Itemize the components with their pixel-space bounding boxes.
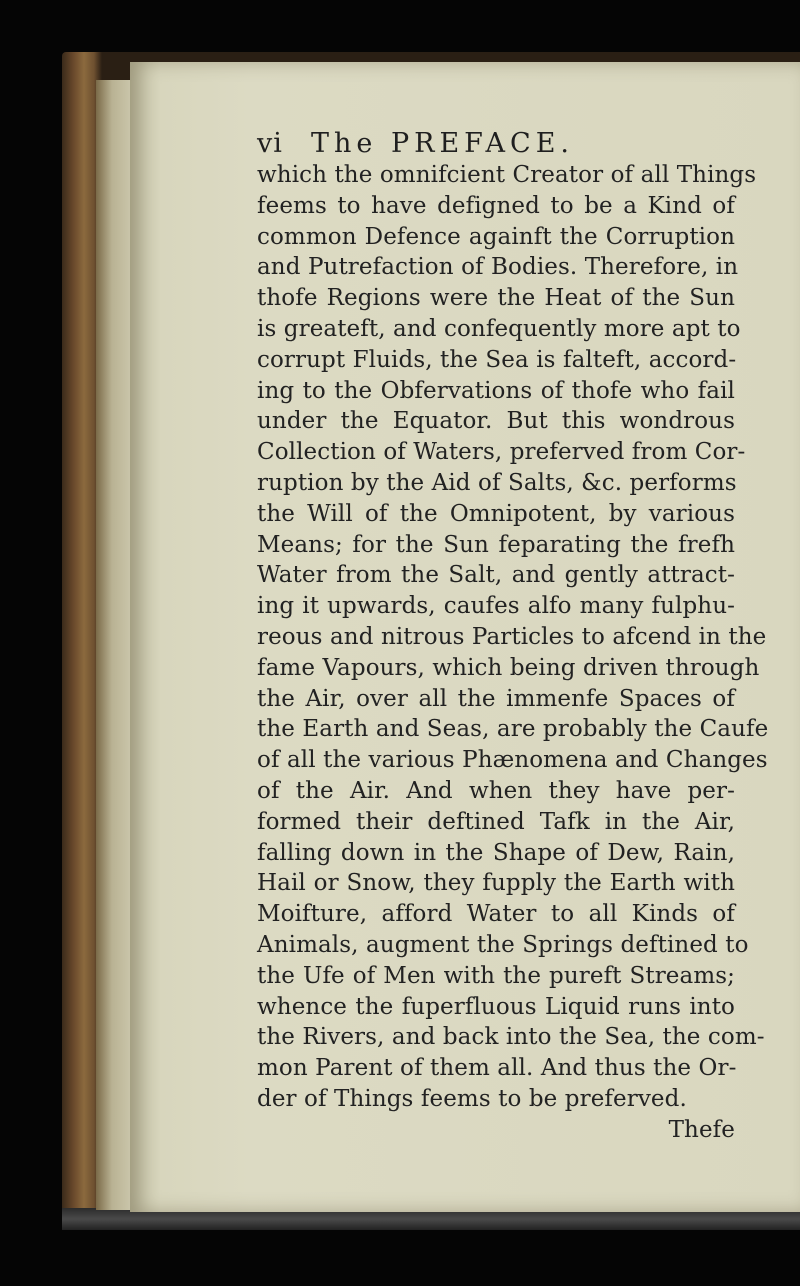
running-title: The PREFACE. bbox=[311, 128, 575, 159]
text-line: the Rivers, and back into the Sea, the com- bbox=[257, 1024, 765, 1051]
text-line: thofe Regions were the Heat of the Sun bbox=[257, 285, 735, 312]
text-line: Animals, augment the Springs deftined to bbox=[257, 931, 749, 958]
text-line: der of Things feems to be preferved. bbox=[257, 1085, 687, 1112]
text-line: and Putrefaction of Bodies. Therefore, in bbox=[257, 254, 739, 281]
text-line: the Earth and Seas, are probably the Caufe bbox=[257, 716, 769, 743]
text-line: falling down in the Shape of Dew, Rain, bbox=[257, 839, 735, 866]
text-line: whence the fuperfluous Liquid runs into bbox=[257, 993, 735, 1020]
text-line: Hail or Snow, they fupply the Earth with bbox=[257, 870, 735, 897]
text-line: ing to the Obfervations of thofe who fail bbox=[257, 377, 735, 404]
text-line: corrupt Fluids, the Sea is falteft, accord- bbox=[257, 346, 737, 373]
text-line: the Ufe of Men with the pureft Streams; bbox=[257, 962, 735, 989]
text-line: ing it upwards, caufes alfo many fulphu- bbox=[257, 593, 735, 620]
text-line: Moifture, afford Water to all Kinds of bbox=[257, 901, 735, 928]
text-line: reous and nitrous Particles to afcend in the bbox=[257, 623, 767, 650]
text-line: the Air, over all the immenfe Spaces of bbox=[257, 685, 735, 712]
catchword: Thefe bbox=[668, 1116, 735, 1143]
text-line: feems to have defigned to be a Kind of bbox=[257, 192, 735, 219]
text-line: Water from the Salt, and gently attract- bbox=[257, 562, 735, 589]
text-line: the Will of the Omnipotent, by various bbox=[257, 500, 735, 527]
text-line: fame Vapours, which being driven through bbox=[257, 654, 760, 681]
text-line: ruption by the Aid of Salts, &c. performs bbox=[257, 469, 737, 496]
text-line: which the omnifcient Creator of all Things bbox=[257, 162, 757, 188]
body-text bbox=[257, 160, 769, 1146]
text-line: of all the various Phænomena and Changes bbox=[257, 747, 768, 774]
text-line: of the Air. And when they have per- bbox=[257, 777, 735, 804]
text-line: under the Equator. But this wondrous bbox=[257, 408, 735, 435]
text-line: formed their deftined Tafk in the Air, bbox=[257, 808, 735, 835]
text-line: Collection of Waters, preferved from Cor- bbox=[257, 439, 746, 466]
text-line: is greateft, and confequently more apt to bbox=[257, 315, 741, 342]
text-line: mon Parent of them all. And thus the Or- bbox=[257, 1055, 737, 1082]
text-line: Means; for the Sun feparating the frefh bbox=[257, 531, 735, 558]
page-number: vi bbox=[257, 128, 283, 159]
text-line: common Defence againft the Corruption bbox=[257, 223, 735, 250]
